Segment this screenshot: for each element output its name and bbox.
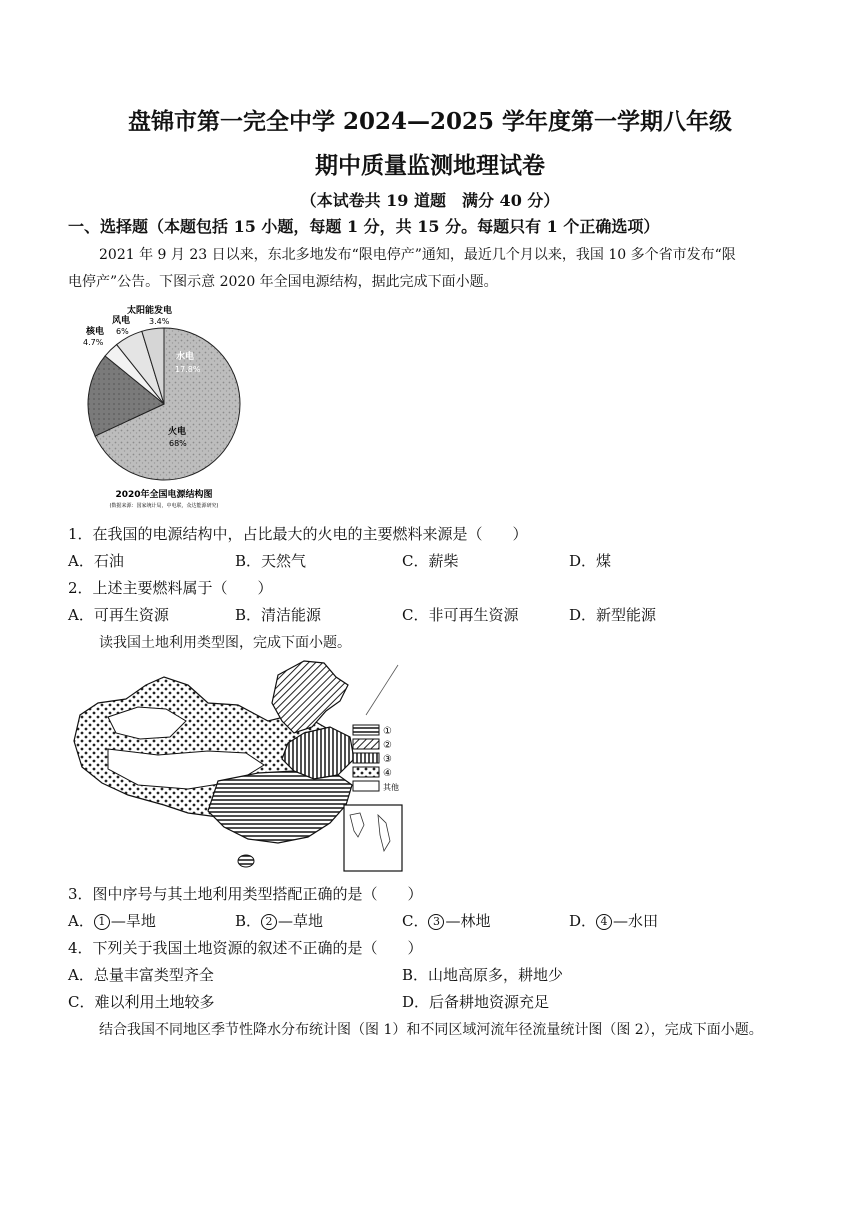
q3-option-c-text: —林地 <box>445 912 491 930</box>
pie-note: (数据来源：国家统计局，中电联，众达能源研究) <box>109 503 219 509</box>
intro1-line1: 2021 年 9 月 23 日以来，东北多地发布“限电停产”通知，最近几个月以来，我国 10 多个省市发布“限 <box>99 247 736 263</box>
nuclear-label: 核电 <box>86 327 105 337</box>
intro2: 读我国土地利用类型图，完成下面小题。 <box>99 635 351 651</box>
map-scan-line <box>366 665 398 715</box>
q3-option-c-circled-number: 3 <box>428 914 444 930</box>
q4-option-d[interactable]: D．后备耕地资源充足 <box>402 993 550 1011</box>
q2-option-a[interactable]: A．可再生资源 <box>68 606 169 624</box>
q1-option-d[interactable]: D．煤 <box>569 552 612 570</box>
q3-option-a[interactable] <box>68 910 156 931</box>
nuclear-pct: 4.7% <box>83 338 104 347</box>
q3-option-d-circled-number: 4 <box>596 914 612 930</box>
pie-slices <box>88 328 240 480</box>
hydro-label: 水电 <box>176 352 195 362</box>
q4-stem: 4．下列关于我国土地资源的叙述不正确的是（ ） <box>68 939 423 957</box>
q3-option-a-circled-number: 1 <box>94 914 110 930</box>
thermal-label: 火电 <box>168 427 187 437</box>
q3-option-d-prefix: D． <box>569 912 597 930</box>
region-2-northeast <box>272 661 348 733</box>
q3-option-c[interactable] <box>402 910 491 931</box>
q2-option-b[interactable]: B．清洁能源 <box>235 606 322 624</box>
wind-pct: 6% <box>116 327 129 336</box>
section-heading: 一、选择题（本题包括 15 小题，每题 1 分，共 15 分。每题只有 1 个正确选项） <box>68 217 660 236</box>
wind-label: 风电 <box>112 316 131 326</box>
solar-pct: 3.4% <box>149 317 170 326</box>
q1-stem: 1．在我国的电源结构中，占比最大的火电的主要燃料来源是（ ） <box>68 525 528 543</box>
land-use-map-figure <box>68 655 420 875</box>
south-china-sea-inset <box>344 805 402 871</box>
q3-option-b-prefix: B． <box>235 912 262 930</box>
thermal-pct: 68% <box>169 439 187 448</box>
pie-caption: 2020年全国电源结构图 <box>115 490 213 500</box>
region-1-south <box>208 771 352 843</box>
legend-4: ④ <box>383 768 392 779</box>
q3-stem: 3．图中序号与其土地利用类型搭配正确的是（ ） <box>68 885 423 903</box>
exam-title-line2: 期中质量监测地理试卷 <box>315 152 545 179</box>
q3-option-a-prefix: A． <box>68 912 94 930</box>
exam-title-line1: 盘锦市第一完全中学 2024—2025 学年度第一学期八年级 <box>127 108 733 135</box>
legend-2: ② <box>383 740 392 751</box>
q3-option-b-text: —草地 <box>278 912 324 930</box>
q3-option-d[interactable] <box>569 910 658 931</box>
q4-option-a[interactable]: A．总量丰富类型齐全 <box>68 966 214 984</box>
q2-stem: 2．上述主要燃料属于（ ） <box>68 579 273 597</box>
pie-chart <box>72 297 256 511</box>
q4-option-c[interactable]: C．难以利用土地较多 <box>68 993 215 1011</box>
q3-option-c-prefix: C． <box>402 912 429 930</box>
q3-option-a-text: —旱地 <box>110 912 156 930</box>
q3-option-d-text: —水田 <box>613 912 659 930</box>
intro3: 结合我国不同地区季节性降水分布统计图（图 1）和不同区域河流年径流量统计图（图 2），完成下面小题。 <box>99 1022 763 1038</box>
q1-option-c[interactable]: C．薪柴 <box>402 552 459 570</box>
q1-option-b[interactable]: B．天然气 <box>235 552 307 570</box>
q2-option-d[interactable]: D．新型能源 <box>569 606 657 624</box>
legend-other: 其他 <box>383 783 399 792</box>
legend-3: ③ <box>383 754 392 765</box>
intro1-line2: 电停产”公告。下图示意 2020 年全国电源结构，据此完成下面小题。 <box>68 274 498 290</box>
solar-label: 太阳能发电 <box>127 306 173 316</box>
china-land-use-map <box>68 655 420 875</box>
q2-option-c[interactable]: C．非可再生资源 <box>402 606 519 624</box>
map-legend <box>353 725 399 792</box>
legend-1: ① <box>383 726 392 737</box>
exam-info: （本试卷共 19 道题 满分 40 分） <box>300 191 560 210</box>
q4-option-b[interactable]: B．山地高原多，耕地少 <box>402 966 564 984</box>
hydro-pct: 17.8% <box>175 365 201 374</box>
hainan-island <box>238 855 254 867</box>
q1-option-a[interactable]: A．石油 <box>68 552 124 570</box>
power-structure-pie-figure <box>72 297 256 511</box>
q3-option-b[interactable] <box>235 910 323 931</box>
q3-option-b-circled-number: 2 <box>261 914 277 930</box>
